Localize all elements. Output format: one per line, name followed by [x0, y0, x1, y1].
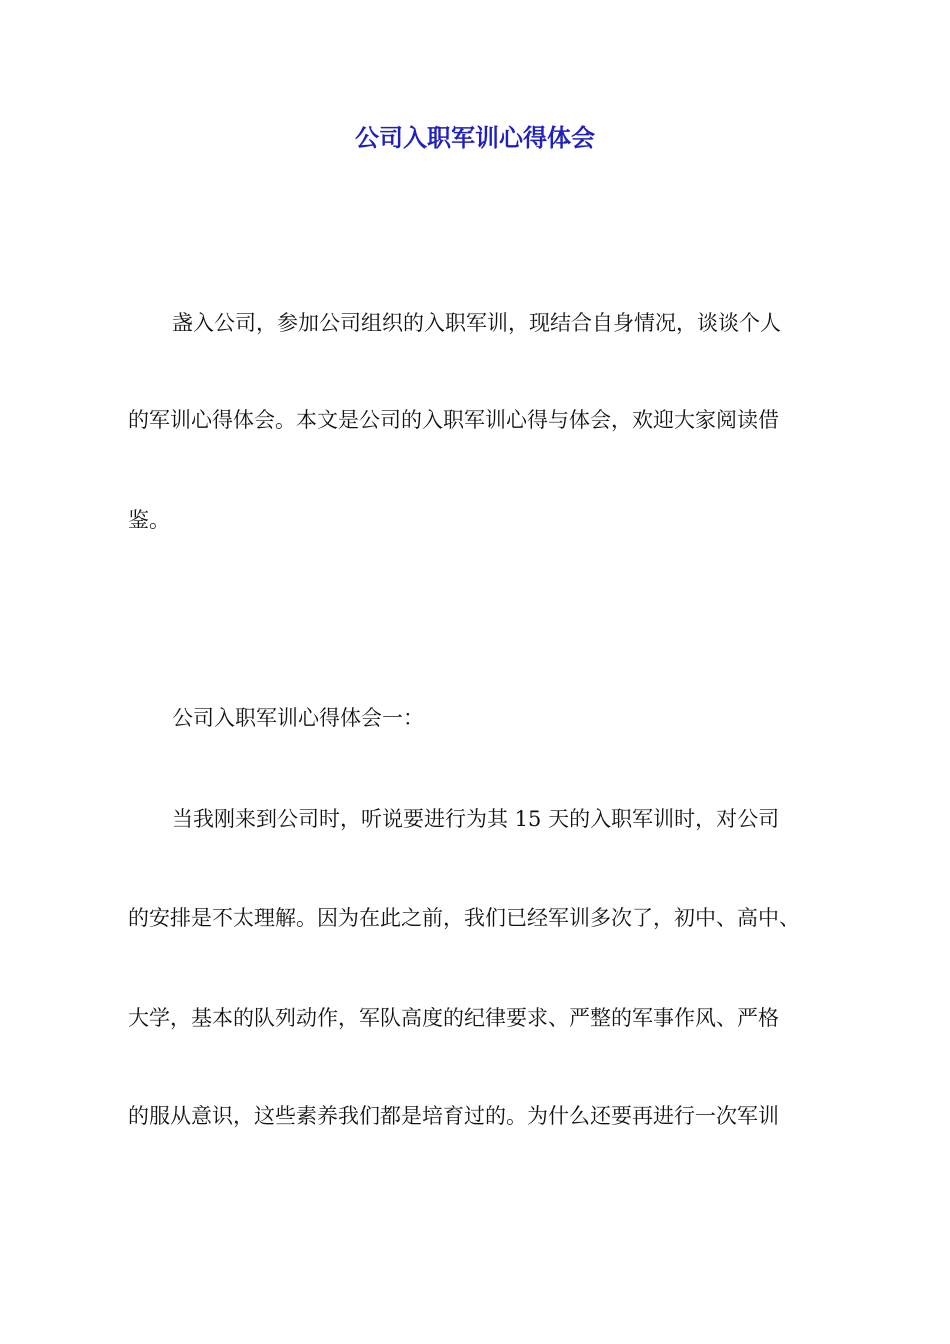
paragraph-line: 的军训心得体会。本文是公司的入职军训心得与体会，欢迎大家阅读借 [128, 408, 779, 432]
paragraph-line: 的服从意识，这些素养我们都是培育过的。为什么还要再进行一次军训 [128, 1104, 779, 1128]
paragraph-line: 当我刚来到公司时，听说要进行为其 15 天的入职军训时，对公司 [172, 807, 780, 831]
paragraph-line: 盏入公司，参加公司组织的入职军训，现结合自身情况，谈谈个人 [172, 311, 781, 335]
paragraph-line: 鉴。 [128, 508, 170, 532]
paragraph-line: 的安排是不太理解。因为在此之前，我们已经军训多次了，初中、高中、 [128, 906, 800, 930]
section-heading: 公司入职军训心得体会一： [172, 706, 424, 730]
paragraph-line: 大学，基本的队列动作，军队高度的纪律要求、严整的军事作风、严格 [128, 1006, 779, 1030]
document-title: 公司入职军训心得体会 [355, 124, 595, 152]
